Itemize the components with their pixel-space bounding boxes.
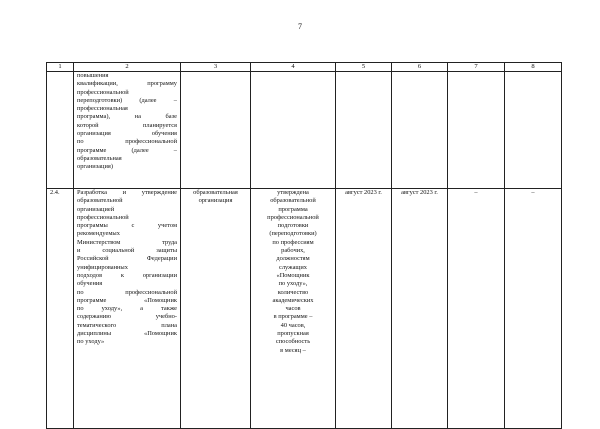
result-cell [251, 72, 336, 189]
cell-text-line: по уходу», а также [77, 305, 177, 313]
responsible-cell: образовательная организация [181, 189, 251, 429]
column-7-cell: – [448, 189, 505, 429]
cell-text-line: профессиональной [77, 213, 129, 221]
cell-text-line: образовательная [77, 154, 122, 162]
responsible-cell [181, 72, 251, 189]
start-date-cell: август 2023 г. [336, 189, 392, 429]
cell-text-line: организация) [77, 163, 113, 171]
cell-text-line: академических [272, 296, 314, 304]
cell-text-line: образовательной [77, 197, 123, 205]
cell-text-line: часов [285, 305, 301, 313]
table-header-row [47, 63, 562, 72]
cell-text-line: рабочих, [281, 247, 305, 255]
cell-text-line: и социальной защиты [77, 247, 177, 255]
cell-text-line: служащих [279, 263, 307, 271]
cell-text-line: по уходу», [278, 280, 308, 288]
cell-text-line: по профессиональной [77, 288, 177, 296]
column-8-cell [505, 72, 562, 189]
cell-text-line: тематического плана [77, 321, 177, 329]
cell-text-line: должностям [276, 255, 310, 263]
plan-table [46, 62, 562, 429]
row-number-cell [47, 72, 74, 189]
cell-text-line: способность [275, 338, 311, 346]
cell-text-line: (переподготовки) [269, 230, 317, 238]
description-cell [74, 72, 181, 189]
cell-text-line: количество [277, 288, 309, 296]
cell-text-line: переподготовки) (далее – [77, 96, 177, 104]
cell-text-line: повышения [77, 72, 109, 79]
cell-text-line: программа), на базе [77, 113, 177, 121]
cell-text-line: содержанию учебно- [77, 313, 177, 321]
result-cell [251, 189, 336, 429]
cell-text-line: по уходу» [77, 338, 105, 346]
cell-text-line: подходов к организации [77, 271, 177, 279]
cell-text-line: квалификации, программу [77, 80, 177, 88]
cell-text-line: Министерством труда [77, 238, 177, 246]
column-header: 8 [505, 63, 562, 72]
cell-text-line: подготовки [277, 222, 309, 230]
cell-text-line: профессиональной [77, 88, 129, 96]
start-date-cell [336, 72, 392, 189]
column-header: 2 [74, 63, 181, 72]
cell-text-line: Разработка и утверждение [77, 189, 177, 196]
column-header: 7 [448, 63, 505, 72]
cell-text-line: утверждена [277, 189, 309, 196]
cell-text-line: программе (далее – [77, 146, 177, 154]
column-8-cell: – [505, 189, 562, 429]
column-header: 5 [336, 63, 392, 72]
end-date-cell: август 2023 г. [392, 189, 448, 429]
cell-text-line: профессиональной [267, 213, 319, 221]
cell-text-line: образовательной [270, 197, 316, 205]
column-header: 1 [47, 63, 74, 72]
cell-text-line: организация обучения [77, 130, 177, 138]
cell-text-line: унифицированных [77, 263, 128, 271]
cell-text-line: программы с учетом [77, 222, 177, 230]
cell-text-line: программе «Помощник [77, 296, 177, 304]
cell-text-line: «Помощник [276, 271, 310, 279]
cell-text-line: программа [278, 205, 308, 213]
column-header: 3 [181, 63, 251, 72]
page-number: 7 [298, 22, 302, 31]
cell-text-line: профессиональная [77, 105, 128, 113]
cell-text-line: рекомендуемых [77, 230, 120, 238]
column-header: 4 [251, 63, 336, 72]
cell-text-line: дисциплины «Помощник [77, 330, 177, 338]
cell-text-line: 40 часов, [280, 321, 306, 329]
column-header: 6 [392, 63, 448, 72]
description-cell [74, 189, 181, 429]
cell-text-line: в месяц – [280, 346, 306, 354]
cell-text-line: по профессиональной [77, 138, 177, 146]
cell-text-line: в программе – [273, 313, 313, 321]
cell-text-line: пропускная [277, 330, 309, 338]
cell-text-line: которой планируется [77, 121, 177, 129]
cell-text-line: организацией [77, 205, 115, 213]
row-number-cell: 2.4. [47, 189, 74, 429]
column-7-cell [448, 72, 505, 189]
table-row [47, 189, 562, 429]
end-date-cell [392, 72, 448, 189]
cell-text-line: по профессиям [272, 238, 314, 246]
table-row [47, 72, 562, 189]
cell-text-line: обучения [77, 280, 103, 288]
cell-text-line: Российской Федерации [77, 255, 177, 263]
